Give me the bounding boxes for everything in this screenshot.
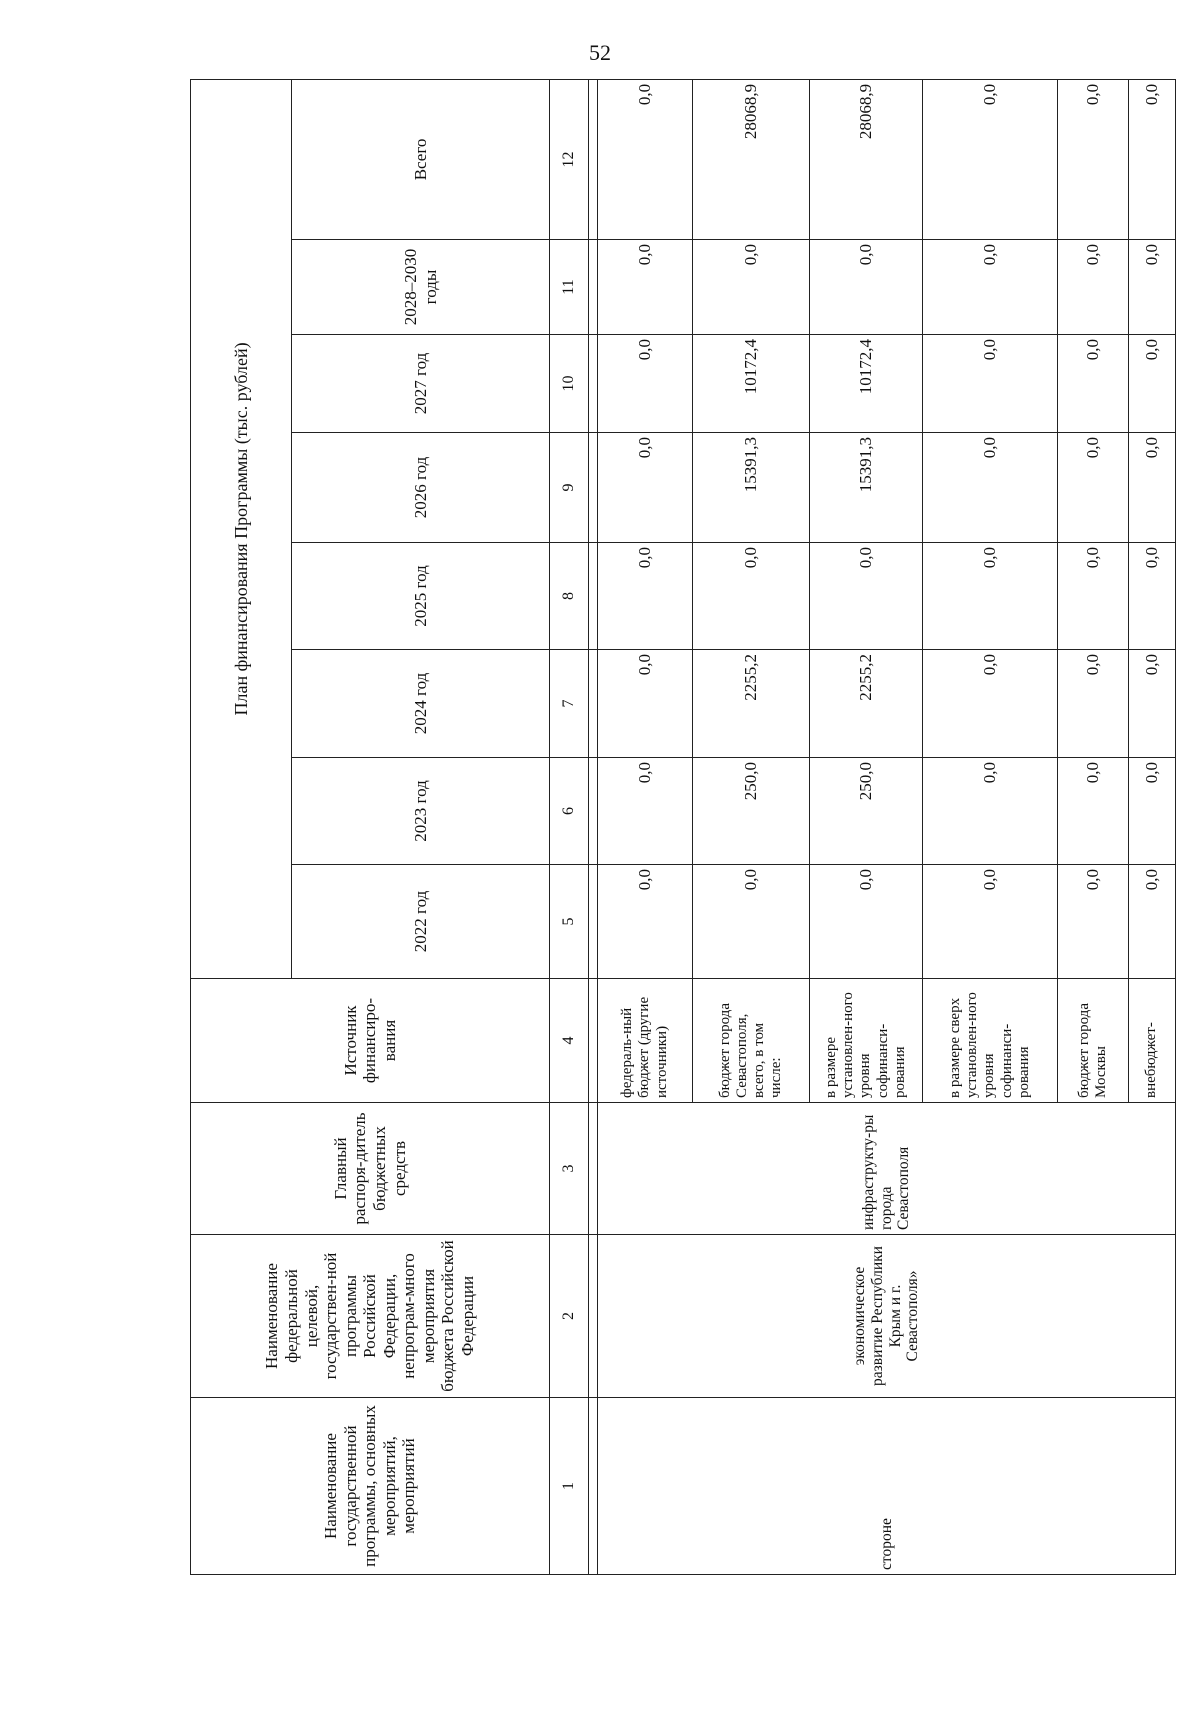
value-cell: 0,0 bbox=[923, 433, 1058, 543]
column-number: 12 bbox=[550, 79, 589, 239]
funding-source-cell: в размере сверх установлен-ного уровня софинанси-рования bbox=[923, 979, 1058, 1103]
column-number: 9 bbox=[550, 433, 589, 543]
column-number: 11 bbox=[550, 240, 589, 335]
value-cell: 0,0 bbox=[1129, 650, 1176, 758]
value-cell: 0,0 bbox=[598, 543, 693, 650]
value-cell: 0,0 bbox=[1129, 433, 1176, 543]
funding-source-cell: бюджет города Москвы bbox=[1058, 979, 1129, 1103]
column-number: 7 bbox=[550, 650, 589, 758]
value-cell: 28068,9 bbox=[693, 79, 810, 239]
financing-plan-table bbox=[190, 79, 1176, 1575]
value-cell: 0,0 bbox=[1129, 240, 1176, 335]
table-row bbox=[598, 79, 693, 1574]
value-cell: 0,0 bbox=[693, 865, 810, 979]
column-number: 4 bbox=[550, 979, 589, 1103]
rotated-table-wrapper bbox=[190, 80, 1162, 1575]
header-federal-program: Наименование федеральной целевой, государствен-ной программы Российской Федерации, непрограм-много мероприятия бюджета Российской Федерации bbox=[191, 1235, 550, 1398]
value-cell: 0,0 bbox=[693, 543, 810, 650]
value-cell: 10172,4 bbox=[810, 335, 923, 433]
column-number: 3 bbox=[550, 1103, 589, 1235]
value-cell: 0,0 bbox=[598, 79, 693, 239]
funding-source-cell: в размере установлен-ного уровня софинанси-рования bbox=[810, 979, 923, 1103]
funding-source-cell: бюджет города Севастополя, всего, в том числе: bbox=[693, 979, 810, 1103]
header-year-2025: 2025 год bbox=[292, 543, 550, 650]
value-cell: 250,0 bbox=[693, 758, 810, 865]
column-number: 6 bbox=[550, 758, 589, 865]
value-cell: 0,0 bbox=[1058, 865, 1129, 979]
funding-source-cell: внебюджет- bbox=[1129, 979, 1176, 1103]
federal-program-cell: экономическое развитие Республики Крым и г. Севастополя» bbox=[598, 1235, 1176, 1398]
value-cell: 2255,2 bbox=[810, 650, 923, 758]
value-cell: 0,0 bbox=[923, 650, 1058, 758]
value-cell: 0,0 bbox=[598, 240, 693, 335]
value-cell: 0,0 bbox=[1058, 650, 1129, 758]
value-cell: 0,0 bbox=[598, 865, 693, 979]
header-total: Всего bbox=[292, 79, 550, 239]
header-funding-source: Источник финансиро-вания bbox=[191, 979, 550, 1103]
header-years-2028-2030: 2028–2030 годы bbox=[292, 240, 550, 335]
value-cell: 0,0 bbox=[1058, 79, 1129, 239]
header-year-2024: 2024 год bbox=[292, 650, 550, 758]
value-cell: 2255,2 bbox=[693, 650, 810, 758]
value-cell: 0,0 bbox=[1058, 758, 1129, 865]
program-name-cell: стороне bbox=[598, 1398, 1176, 1575]
value-cell: 0,0 bbox=[810, 865, 923, 979]
value-cell: 250,0 bbox=[810, 758, 923, 865]
header-financing-plan: План финансирования Программы (тыс. рублей) bbox=[191, 79, 292, 978]
value-cell: 15391,3 bbox=[693, 433, 810, 543]
header-year-2026: 2026 год bbox=[292, 433, 550, 543]
value-cell: 0,0 bbox=[923, 758, 1058, 865]
value-cell: 0,0 bbox=[1058, 335, 1129, 433]
value-cell: 0,0 bbox=[923, 79, 1058, 239]
value-cell: 0,0 bbox=[598, 335, 693, 433]
value-cell: 0,0 bbox=[598, 650, 693, 758]
value-cell: 0,0 bbox=[923, 240, 1058, 335]
value-cell: 0,0 bbox=[598, 433, 693, 543]
value-cell: 0,0 bbox=[1129, 335, 1176, 433]
header-budget-manager: Главный распоря-дитель бюджетных средств bbox=[191, 1103, 550, 1235]
value-cell: 28068,9 bbox=[810, 79, 923, 239]
value-cell: 0,0 bbox=[810, 240, 923, 335]
value-cell: 0,0 bbox=[598, 758, 693, 865]
value-cell: 15391,3 bbox=[810, 433, 923, 543]
header-program-name: Наименование государственной программы, основных мероприятий, мероприятий bbox=[191, 1398, 550, 1575]
value-cell: 0,0 bbox=[693, 240, 810, 335]
funding-source-cell: федераль-ный бюджет (другие источники) bbox=[598, 979, 693, 1103]
value-cell: 0,0 bbox=[1129, 543, 1176, 650]
column-number: 10 bbox=[550, 335, 589, 433]
header-year-2027: 2027 год bbox=[292, 335, 550, 433]
budget-manager-cell: инфраструкту-ры города Севастополя bbox=[598, 1103, 1176, 1235]
financing-plan-table-frame bbox=[190, 80, 1162, 1575]
value-cell: 0,0 bbox=[923, 543, 1058, 650]
header-year-2023: 2023 год bbox=[292, 758, 550, 865]
value-cell: 0,0 bbox=[923, 865, 1058, 979]
column-number: 5 bbox=[550, 865, 589, 979]
header-year-2022: 2022 год bbox=[292, 865, 550, 979]
value-cell: 0,0 bbox=[1058, 240, 1129, 335]
column-number: 8 bbox=[550, 543, 589, 650]
value-cell: 0,0 bbox=[1058, 433, 1129, 543]
value-cell: 10172,4 bbox=[693, 335, 810, 433]
value-cell: 0,0 bbox=[1058, 543, 1129, 650]
page-number: 52 bbox=[589, 40, 611, 65]
column-number: 2 bbox=[550, 1235, 589, 1398]
value-cell: 0,0 bbox=[1129, 865, 1176, 979]
value-cell: 0,0 bbox=[1129, 79, 1176, 239]
value-cell: 0,0 bbox=[810, 543, 923, 650]
value-cell: 0,0 bbox=[1129, 758, 1176, 865]
value-cell: 0,0 bbox=[923, 335, 1058, 433]
column-number: 1 bbox=[550, 1398, 589, 1575]
